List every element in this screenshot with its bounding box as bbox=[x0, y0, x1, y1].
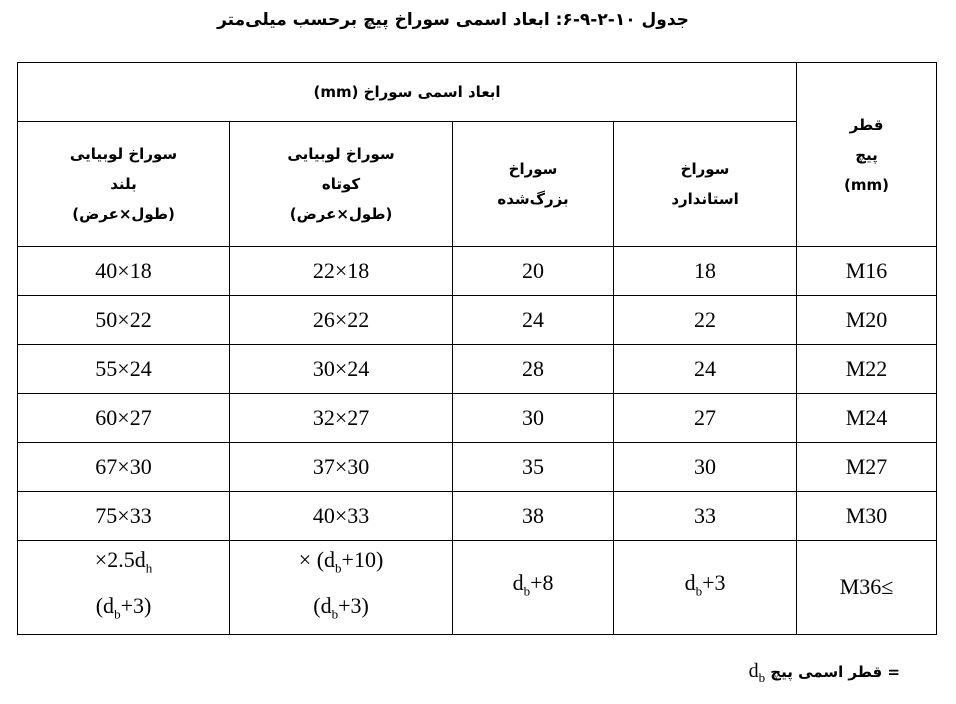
short-line2-sub: b bbox=[331, 606, 339, 622]
header-long-line3: (طول×عرض) bbox=[72, 205, 175, 223]
cell-oversized: 24 bbox=[453, 296, 614, 345]
bolt-hole-table bbox=[17, 62, 937, 635]
header-long-line2: بلند bbox=[110, 175, 137, 193]
table-row bbox=[18, 394, 937, 443]
cell-standard: 22 bbox=[614, 296, 797, 345]
short-formula-line2 bbox=[230, 587, 452, 633]
cell-oversized: 20 bbox=[453, 247, 614, 296]
cell-standard: 18 bbox=[614, 247, 797, 296]
header-standard-line1: سوراخ bbox=[680, 160, 730, 178]
header-bolt-diameter bbox=[797, 63, 937, 247]
header-oversized-line2: بزرگ‌شده bbox=[497, 190, 569, 208]
header-long-slot bbox=[18, 122, 230, 247]
cell-oversized: 28 bbox=[453, 345, 614, 394]
table-row-last bbox=[18, 541, 937, 635]
cell-long-slot: 18×40 bbox=[18, 247, 230, 296]
cell-short-slot: 24×30 bbox=[230, 345, 453, 394]
long-formula-line2 bbox=[18, 587, 229, 633]
table-row bbox=[18, 296, 937, 345]
header-hole-dimensions: ابعاد اسمی سوراخ (mm) bbox=[18, 63, 797, 122]
cell-oversized: 30 bbox=[453, 394, 614, 443]
cell-oversized: 38 bbox=[453, 492, 614, 541]
cell-standard: 33 bbox=[614, 492, 797, 541]
cell-long-slot bbox=[18, 541, 230, 635]
footnote bbox=[700, 660, 900, 686]
long-line2-pre: (d bbox=[95, 593, 115, 619]
cell-long-slot: 27×60 bbox=[18, 394, 230, 443]
table-row bbox=[18, 247, 937, 296]
cell-long-slot: 33×75 bbox=[18, 492, 230, 541]
footnote-text: = قطر اسمی پیچ bbox=[770, 663, 900, 681]
cell-long-slot: 30×67 bbox=[18, 443, 230, 492]
cell-bolt: ≥M36 bbox=[797, 541, 937, 635]
header-short-line2: کوتاه bbox=[321, 175, 361, 193]
cell-short-slot: 27×32 bbox=[230, 394, 453, 443]
short-line2-pre: (d bbox=[313, 593, 332, 619]
cell-oversized: 35 bbox=[453, 443, 614, 492]
long-line2-post: +3) bbox=[120, 593, 152, 619]
cell-short-slot: 18×22 bbox=[230, 247, 453, 296]
short-line1-post: +10) bbox=[341, 547, 384, 572]
standard-post: +3 bbox=[702, 570, 726, 596]
oversized-post: +8 bbox=[530, 570, 554, 596]
short-line1-sub: b bbox=[335, 560, 342, 576]
cell-short-slot: 22×26 bbox=[230, 296, 453, 345]
table-title: جدول ۱۰-۲-۹-۶: ابعاد اسمی سوراخ پیچ برحسب میلی‌متر bbox=[217, 10, 689, 30]
header-bolt-line1: قطر bbox=[849, 115, 884, 134]
short-line2-post: +3) bbox=[338, 593, 369, 619]
cell-short-slot bbox=[230, 541, 453, 635]
header-standard-hole bbox=[614, 122, 797, 247]
standard-d: d bbox=[684, 570, 696, 596]
cell-short-slot: 33×40 bbox=[230, 492, 453, 541]
standard-sub: b bbox=[695, 583, 703, 599]
table-row bbox=[18, 492, 937, 541]
cell-short-slot: 30×37 bbox=[230, 443, 453, 492]
footnote-d: d bbox=[748, 660, 759, 682]
cell-bolt: M16 bbox=[797, 247, 937, 296]
header-bolt-line3: (mm) bbox=[844, 175, 890, 194]
short-formula-line1 bbox=[230, 541, 452, 587]
header-short-slot bbox=[230, 122, 453, 247]
header-row-top bbox=[18, 63, 937, 122]
cell-standard bbox=[614, 541, 797, 635]
table-row bbox=[18, 443, 937, 492]
table-row bbox=[18, 345, 937, 394]
header-oversized-line1: سوراخ bbox=[508, 160, 558, 178]
long-line1-pre: ×2.5d bbox=[94, 547, 146, 572]
cell-bolt: M27 bbox=[797, 443, 937, 492]
oversized-d: d bbox=[512, 570, 524, 596]
header-bolt-line2: پیچ bbox=[855, 145, 878, 164]
header-short-line3: (طول×عرض) bbox=[289, 205, 393, 223]
cell-standard: 24 bbox=[614, 345, 797, 394]
header-standard-line2: استاندارد bbox=[671, 190, 739, 208]
oversized-sub: b bbox=[523, 583, 531, 599]
cell-standard: 27 bbox=[614, 394, 797, 443]
cell-long-slot: 24×55 bbox=[18, 345, 230, 394]
cell-standard: 30 bbox=[614, 443, 797, 492]
long-line1-sub: h bbox=[145, 560, 153, 576]
header-oversized-hole bbox=[453, 122, 614, 247]
header-long-line1: سوراخ لوبیایی bbox=[69, 145, 178, 163]
cell-bolt: M30 bbox=[797, 492, 937, 541]
long-formula-line1 bbox=[18, 541, 229, 587]
cell-bolt: M22 bbox=[797, 345, 937, 394]
footnote-sub: b bbox=[758, 670, 766, 685]
long-line2-sub: b bbox=[114, 606, 121, 622]
cell-long-slot: 22×50 bbox=[18, 296, 230, 345]
header-short-line1: سوراخ لوبیایی bbox=[287, 145, 395, 163]
cell-bolt: M24 bbox=[797, 394, 937, 443]
footnote-symbol bbox=[748, 660, 766, 685]
cell-bolt: M20 bbox=[797, 296, 937, 345]
short-line1-pre: × (d bbox=[298, 547, 336, 572]
cell-oversized bbox=[453, 541, 614, 635]
